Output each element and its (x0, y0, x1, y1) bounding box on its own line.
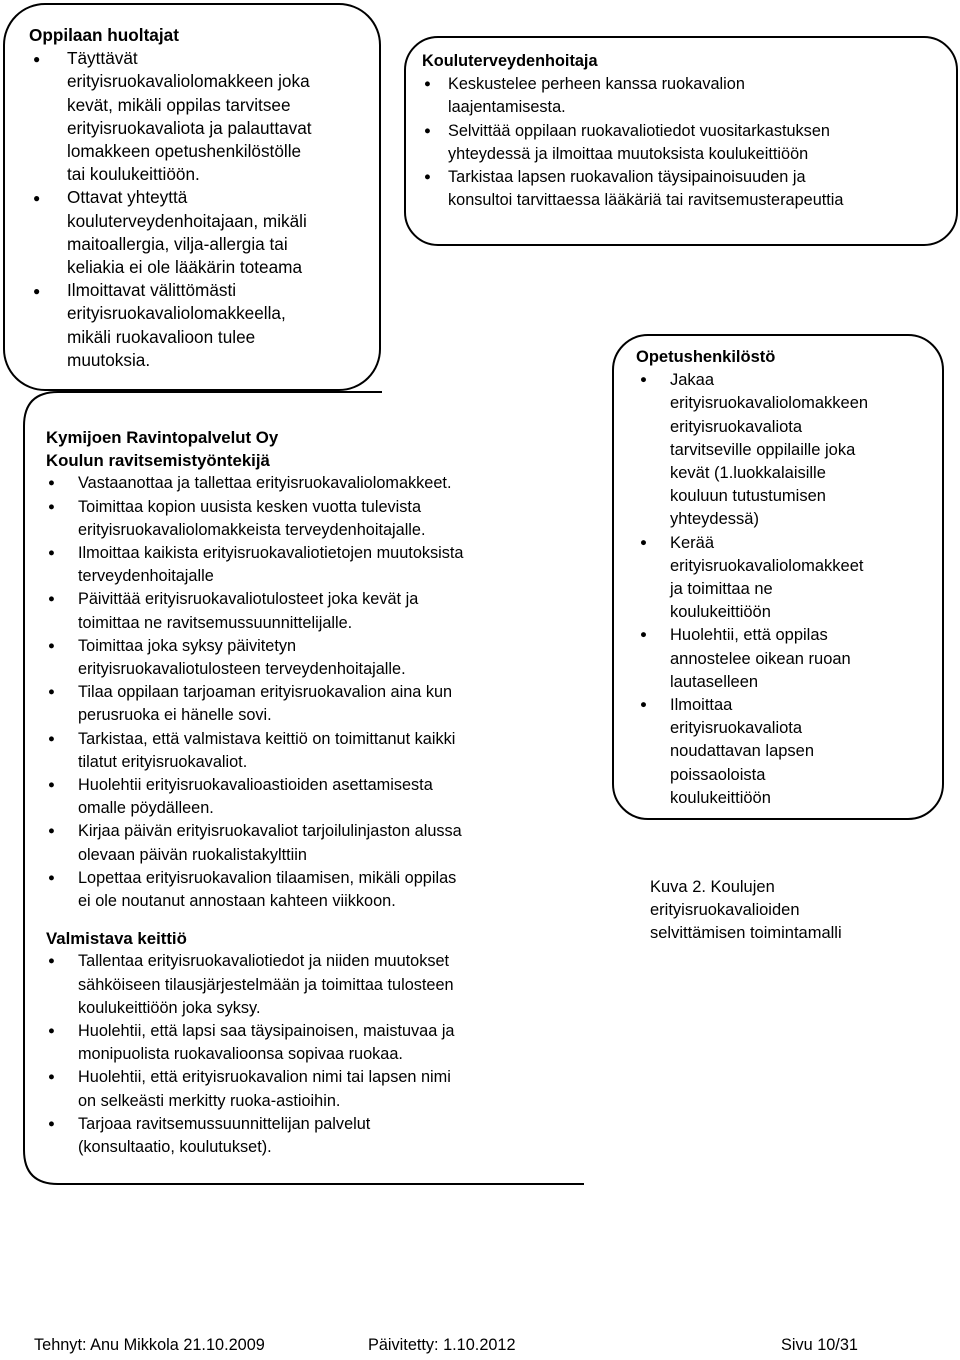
list-item-line: muutoksia. (67, 349, 151, 370)
terveydenhoitaja-box (404, 36, 958, 246)
bullet-icon: ● (48, 1117, 55, 1130)
bullet-icon: ● (48, 955, 55, 968)
huoltajat-title: Oppilaan huoltajat (29, 25, 179, 45)
kymijoen-list (46, 472, 584, 913)
list-item-line: Ilmoittaa kaikista erityisruokavaliotietojen muutoksista (78, 544, 464, 563)
list-item-line: Kerää (670, 533, 715, 552)
list-item-line: monipuolista ruokavalioonsa sopivaa ruokaa. (78, 1045, 403, 1064)
list-item-line: Toimittaa kopion uusista kesken vuotta tulevista (78, 497, 421, 516)
list-item (46, 472, 584, 495)
caption-line: erityisruokavalioiden (650, 901, 800, 920)
list-item-line: Jakaa (670, 371, 715, 390)
bullet-icon: ● (33, 191, 41, 206)
list-item-line: koulukeittiöön (670, 603, 771, 622)
list-item-line: erityisruokavaliolomakkeet (670, 556, 864, 575)
list-item (29, 47, 379, 186)
figure-caption (650, 876, 930, 946)
list-item-line: erityisruokavaliolomakkeella, (67, 303, 286, 324)
bullet-icon: ● (48, 500, 55, 513)
bullet-icon: ● (424, 78, 431, 91)
bullet-icon: ● (424, 171, 431, 184)
list-item-line: erityisruokavaliolomakkeista terveydenhoitajalle. (78, 520, 426, 539)
list-item (46, 1066, 584, 1112)
list-item-line: tai koulukeittiöön. (67, 164, 200, 185)
bullet-icon: ● (48, 779, 55, 792)
list-item-line: tarvitseville oppilaille joka (670, 440, 856, 459)
bullet-icon: ● (33, 52, 41, 67)
list-item-line: Tarkistaa lapsen ruokavalion täysipainoisuuden ja (448, 168, 806, 187)
bullet-icon: ● (48, 1071, 55, 1084)
list-item-line: erityisruokavaliolomakkeen (670, 394, 869, 413)
bullet-icon: ● (640, 374, 647, 387)
list-item-line: Vastaanottaa ja tallettaa erityisruokavaliolomakkeet. (78, 474, 452, 493)
list-item (636, 624, 942, 694)
list-item (46, 867, 584, 913)
bullet-icon: ● (48, 477, 55, 490)
list-item-line: Kirjaa päivän erityisruokavaliot tarjoilulinjaston alussa (78, 822, 462, 841)
kymijoen-title-2: Koulun ravitsemistyöntekijä (46, 451, 270, 471)
list-item (422, 73, 956, 119)
list-item-line: kevät, mikäli oppilas tarvitsee (67, 94, 291, 115)
list-item-line: Ilmoittavat välittömästi (67, 280, 237, 301)
list-item-line: Tallentaa erityisruokavaliotiedot ja niiden muutokset (78, 952, 450, 971)
terveydenhoitaja-title: Kouluterveydenhoitaja (422, 52, 598, 70)
list-item-line: annostelee oikean ruoan (670, 649, 851, 668)
list-item-line: tilatut erityisruokavaliot. (78, 752, 248, 771)
list-item-line: lomakkeen opetushenkilöstölle (67, 141, 302, 162)
bullet-icon: ● (48, 825, 55, 838)
keittio-title: Valmistava keittiö (46, 929, 187, 949)
list-item (46, 542, 584, 588)
list-item-line: laajentamisesta. (448, 98, 566, 117)
list-item-line: yhteydessä ja ilmoittaa muutoksista koulukeittiöön (448, 144, 809, 163)
list-item-line: Tilaa oppilaan tarjoaman erityisruokavalion aina kun (78, 683, 453, 702)
list-item-line: erityisruokavaliota (670, 719, 803, 738)
list-item (46, 635, 584, 681)
list-item-line: erityisruokavaliotulosteen terveydenhoitajalle. (78, 660, 406, 679)
list-item-line: erityisruokavaliota ja palauttavat (67, 117, 312, 138)
list-item-line: ei ole noutanut annostaan kahteen viikkoon. (78, 892, 396, 911)
list-item-line: keliakia ei ole lääkärin toteama (67, 257, 303, 278)
list-item-line: erityisruokavaliolomakkeen joka (67, 71, 310, 92)
list-item-line: Ilmoittaa (670, 696, 733, 715)
bullet-icon: ● (640, 699, 647, 712)
section-spacer (46, 913, 584, 927)
list-item-line: Päivittää erityisruokavaliotulosteet joka kevät ja (78, 590, 419, 609)
list-item (46, 588, 584, 634)
list-item-line: Toimittaa joka syksy päivitetyn (78, 636, 297, 655)
list-item-line: Keskustelee perheen kanssa ruokavalion (448, 75, 745, 94)
list-item (422, 166, 956, 212)
list-item-line: Huolehtii, että lapsi saa täysipainoisen, maistuvaa ja (78, 1022, 455, 1041)
bullet-icon: ● (33, 284, 41, 299)
list-item (46, 950, 584, 1020)
list-item (422, 120, 956, 166)
list-item-line: terveydenhoitajalle (78, 567, 214, 586)
list-item-line: Ottavat yhteyttä (67, 187, 188, 208)
list-item (46, 1020, 584, 1066)
list-item-line: kouluterveydenhoitajaan, mikäli (67, 210, 307, 231)
opetus-title: Opetushenkilöstö (636, 348, 776, 366)
list-item-line: maitoallergia, vilja-allergia tai (67, 233, 288, 254)
list-item-line: Huolehtii erityisruokavalioastioiden asettamisesta (78, 776, 433, 795)
list-item-line: erityisruokavaliota (670, 417, 803, 436)
list-item-line: Tarjoaa ravitsemussuunnittelijan palvelut (78, 1114, 371, 1133)
bullet-icon: ● (48, 547, 55, 560)
bullet-icon: ● (640, 536, 647, 549)
list-item (46, 1113, 584, 1159)
list-item-line: sähköiseen tilausjärjestelmään ja toimittaa tulosteen (78, 975, 454, 994)
list-item-line: (konsultaatio, koulutukset). (78, 1138, 272, 1157)
list-item-line: Selvittää oppilaan ruokavaliotiedot vuositarkastuksen (448, 121, 830, 140)
footer-updated: Päivitetty: 1.10.2012 (368, 1336, 516, 1354)
list-item-line: perusruoka ei hänelle sovi. (78, 706, 272, 725)
bullet-icon: ● (48, 1025, 55, 1038)
list-item-line: Huolehtii, että erityisruokavalion nimi tai lapsen nimi (78, 1068, 451, 1087)
list-item-line: koulukeittiöön joka syksy. (78, 998, 261, 1017)
kymijoen-box (24, 426, 584, 1159)
list-item-line: on selkeästi merkitty ruoka-astioihin. (78, 1091, 341, 1110)
list-item-line: omalle pöydälleen. (78, 799, 214, 818)
list-item-line: yhteydessä) (670, 510, 759, 529)
bullet-icon: ● (48, 686, 55, 699)
list-item (46, 728, 584, 774)
keittio-list (46, 950, 584, 1159)
list-item (636, 694, 942, 810)
footer-page-number: Sivu 10/31 (781, 1336, 858, 1354)
bullet-icon: ● (640, 629, 647, 642)
terveydenhoitaja-list (422, 73, 956, 212)
list-item-line: olevaan päivän ruokalistakylttiin (78, 845, 307, 864)
list-item-line: kevät (1.luokkalaisille (670, 464, 826, 483)
list-item (636, 532, 942, 625)
kymijoen-title-1: Kymijoen Ravintopalvelut Oy (46, 428, 279, 447)
bullet-icon: ● (48, 639, 55, 652)
list-item-line: koulukeittiöön (670, 788, 771, 807)
list-item-line: poissaoloista (670, 765, 766, 784)
list-item-line: toimittaa ne ravitsemussuunnittelijalle. (78, 613, 353, 632)
list-item (46, 681, 584, 727)
huoltajat-box (3, 3, 381, 391)
list-item (46, 820, 584, 866)
list-item-line: konsultoi tarvittaessa lääkäriä tai ravitsemusterapeuttia (448, 191, 844, 210)
caption-line: Kuva 2. Koulujen (650, 878, 775, 896)
list-item-line: Tarkistaa, että valmistava keittiö on toimittanut kaikki (78, 729, 456, 748)
bullet-icon: ● (424, 124, 431, 137)
page-footer (0, 1336, 960, 1360)
list-item (29, 279, 379, 372)
bullet-icon: ● (48, 732, 55, 745)
caption-line: selvittämisen toimintamalli (650, 924, 842, 943)
list-item-line: lautaselleen (670, 672, 759, 691)
list-item (636, 369, 942, 531)
huoltajat-list (29, 47, 379, 372)
opetus-list (636, 369, 942, 810)
footer-author: Tehnyt: Anu Mikkola 21.10.2009 (34, 1336, 265, 1354)
list-item-line: mikäli ruokavalioon tulee (67, 326, 256, 347)
opetus-box (612, 334, 944, 820)
list-item-line: Lopettaa erityisruokavalion tilaamisen, mikäli oppilas (78, 868, 457, 887)
list-item (29, 186, 379, 279)
bullet-icon: ● (48, 593, 55, 606)
list-item (46, 496, 584, 542)
list-item-line: kouluun tutustumisen (670, 487, 826, 506)
list-item (46, 774, 584, 820)
list-item-line: Huolehtii, että oppilas (670, 626, 828, 645)
list-item-line: noudattavan lapsen (670, 742, 815, 761)
list-item-line: ja toimittaa ne (670, 580, 773, 599)
bullet-icon: ● (48, 871, 55, 884)
list-item-line: Täyttävät (67, 48, 138, 69)
